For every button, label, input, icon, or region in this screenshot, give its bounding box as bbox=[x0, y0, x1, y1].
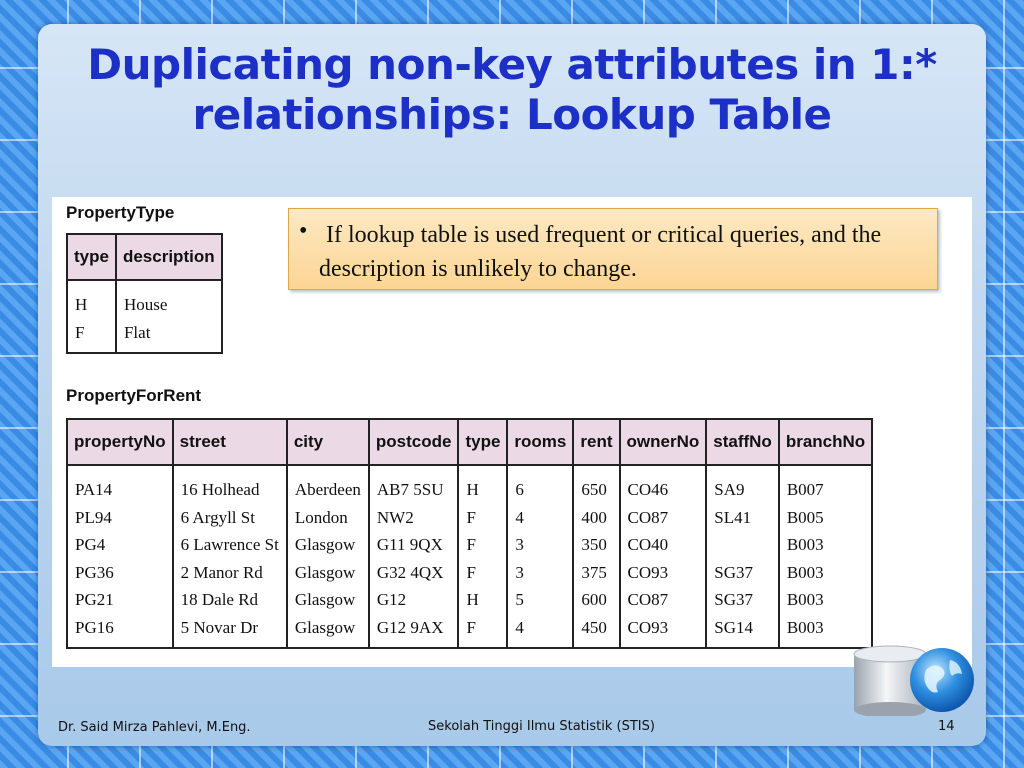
property-for-rent-cell-rooms: 6 bbox=[507, 465, 573, 504]
property-for-rent-cell-ownerno: CO93 bbox=[620, 559, 707, 587]
globe-icon bbox=[910, 648, 974, 712]
property-for-rent-header-street: street bbox=[173, 419, 287, 465]
property-for-rent-cell-street: 5 Novar Dr bbox=[173, 614, 287, 649]
property-for-rent-cell-type: H bbox=[458, 465, 507, 504]
property-for-rent-cell-postcode: G12 bbox=[369, 586, 459, 614]
property-for-rent-cell-staffno: SG37 bbox=[706, 559, 779, 587]
table-row bbox=[67, 465, 872, 504]
property-for-rent-cell-city: Glasgow bbox=[287, 614, 369, 649]
property-for-rent-cell-propertyno: PL94 bbox=[67, 504, 173, 532]
property-for-rent-header-propertyno: propertyNo bbox=[67, 419, 173, 465]
property-for-rent-cell-branchno: B005 bbox=[779, 504, 872, 532]
property-for-rent-cell-rent: 600 bbox=[573, 586, 619, 614]
property-for-rent-cell-propertyno: PA14 bbox=[67, 465, 173, 504]
property-for-rent-cell-staffno: SG37 bbox=[706, 586, 779, 614]
property-for-rent-cell-rooms: 5 bbox=[507, 586, 573, 614]
slide-title: Duplicating non-key attributes in 1:* relationships: Lookup Table bbox=[87, 40, 937, 139]
footer-author: Dr. Said Mirza Pahlevi, M.Eng. bbox=[58, 720, 251, 735]
property-type-caption: PropertyType bbox=[66, 203, 175, 222]
property-for-rent-cell-street: 6 Lawrence St bbox=[173, 531, 287, 559]
property-for-rent-cell-street: 18 Dale Rd bbox=[173, 586, 287, 614]
property-for-rent-cell-city: London bbox=[287, 504, 369, 532]
property-for-rent-cell-rooms: 3 bbox=[507, 531, 573, 559]
property-for-rent-cell-branchno: B003 bbox=[779, 614, 872, 649]
property-for-rent-cell-propertyno: PG36 bbox=[67, 559, 173, 587]
property-type-cell-type: F bbox=[67, 319, 116, 354]
property-for-rent-cell-type: H bbox=[458, 586, 507, 614]
property-for-rent-table bbox=[66, 418, 873, 649]
property-for-rent-cell-propertyno: PG21 bbox=[67, 586, 173, 614]
property-for-rent-cell-street: 2 Manor Rd bbox=[173, 559, 287, 587]
property-type-cell-type: H bbox=[67, 280, 116, 319]
property-for-rent-header-branchno: branchNo bbox=[779, 419, 872, 465]
property-for-rent-cell-rooms: 3 bbox=[507, 559, 573, 587]
callout-text: If lookup table is used frequent or critical queries, and the description is unlikely to change. bbox=[319, 222, 882, 282]
property-for-rent-cell-type: F bbox=[458, 614, 507, 649]
property-for-rent-cell-ownerno: CO87 bbox=[620, 504, 707, 532]
property-for-rent-header-ownerno: ownerNo bbox=[620, 419, 707, 465]
property-type-header-type: type bbox=[67, 234, 116, 280]
property-for-rent-cell-type: F bbox=[458, 504, 507, 532]
property-type-header-description: description bbox=[116, 234, 222, 280]
property-for-rent-cell-postcode: G12 9AX bbox=[369, 614, 459, 649]
property-for-rent-cell-postcode: G11 9QX bbox=[369, 531, 459, 559]
property-for-rent-cell-street: 6 Argyll St bbox=[173, 504, 287, 532]
property-for-rent-cell-rent: 350 bbox=[573, 531, 619, 559]
property-for-rent-cell-rent: 650 bbox=[573, 465, 619, 504]
table-row bbox=[67, 531, 872, 559]
property-for-rent-cell-ownerno: CO87 bbox=[620, 586, 707, 614]
property-for-rent-header-postcode: postcode bbox=[369, 419, 459, 465]
property-for-rent-caption: PropertyForRent bbox=[66, 386, 202, 405]
table-row bbox=[67, 614, 872, 649]
callout-box bbox=[288, 208, 938, 290]
property-for-rent-cell-propertyno: PG16 bbox=[67, 614, 173, 649]
property-for-rent-cell-staffno: SA9 bbox=[706, 465, 779, 504]
property-for-rent-cell-ownerno: CO46 bbox=[620, 465, 707, 504]
footer-institution: Sekolah Tinggi Ilmu Statistik (STIS) bbox=[428, 719, 655, 734]
property-type-cell-description: Flat bbox=[116, 319, 222, 354]
property-for-rent-cell-rent: 400 bbox=[573, 504, 619, 532]
property-for-rent-cell-staffno: SG14 bbox=[706, 614, 779, 649]
property-for-rent-header-city: city bbox=[287, 419, 369, 465]
property-for-rent-cell-postcode: NW2 bbox=[369, 504, 459, 532]
table-row bbox=[67, 319, 222, 354]
property-for-rent-header-staffno: staffNo bbox=[706, 419, 779, 465]
table-row bbox=[67, 280, 222, 319]
property-for-rent-cell-city: Glasgow bbox=[287, 531, 369, 559]
property-for-rent-header-rooms: rooms bbox=[507, 419, 573, 465]
property-for-rent-header-type: type bbox=[458, 419, 507, 465]
property-for-rent-cell-street: 16 Holhead bbox=[173, 465, 287, 504]
table-row bbox=[67, 559, 872, 587]
property-for-rent-cell-branchno: B003 bbox=[779, 586, 872, 614]
property-for-rent-cell-type: F bbox=[458, 559, 507, 587]
property-for-rent-cell-type: F bbox=[458, 531, 507, 559]
property-for-rent-cell-city: Glasgow bbox=[287, 586, 369, 614]
property-for-rent-cell-rooms: 4 bbox=[507, 614, 573, 649]
property-for-rent-cell-ownerno: CO40 bbox=[620, 531, 707, 559]
property-for-rent-cell-propertyno: PG4 bbox=[67, 531, 173, 559]
property-for-rent-cell-rent: 375 bbox=[573, 559, 619, 587]
property-for-rent-cell-rooms: 4 bbox=[507, 504, 573, 532]
database-icon bbox=[850, 640, 976, 716]
page-number: 14 bbox=[938, 719, 955, 734]
property-for-rent-cell-rent: 450 bbox=[573, 614, 619, 649]
property-for-rent-cell-branchno: B007 bbox=[779, 465, 872, 504]
property-for-rent-cell-branchno: B003 bbox=[779, 531, 872, 559]
property-for-rent-cell-postcode: AB7 5SU bbox=[369, 465, 459, 504]
property-for-rent-cell-staffno bbox=[706, 531, 779, 559]
property-for-rent-cell-ownerno: CO93 bbox=[620, 614, 707, 649]
property-for-rent-cell-city: Glasgow bbox=[287, 559, 369, 587]
property-for-rent-cell-staffno: SL41 bbox=[706, 504, 779, 532]
property-type-table bbox=[66, 233, 223, 354]
property-for-rent-cell-branchno: B003 bbox=[779, 559, 872, 587]
table-row bbox=[67, 586, 872, 614]
property-type-cell-description: House bbox=[116, 280, 222, 319]
property-for-rent-cell-postcode: G32 4QX bbox=[369, 559, 459, 587]
table-row bbox=[67, 504, 872, 532]
bullet-marker: • bbox=[299, 218, 308, 244]
property-for-rent-header-rent: rent bbox=[573, 419, 619, 465]
property-for-rent-cell-city: Aberdeen bbox=[287, 465, 369, 504]
